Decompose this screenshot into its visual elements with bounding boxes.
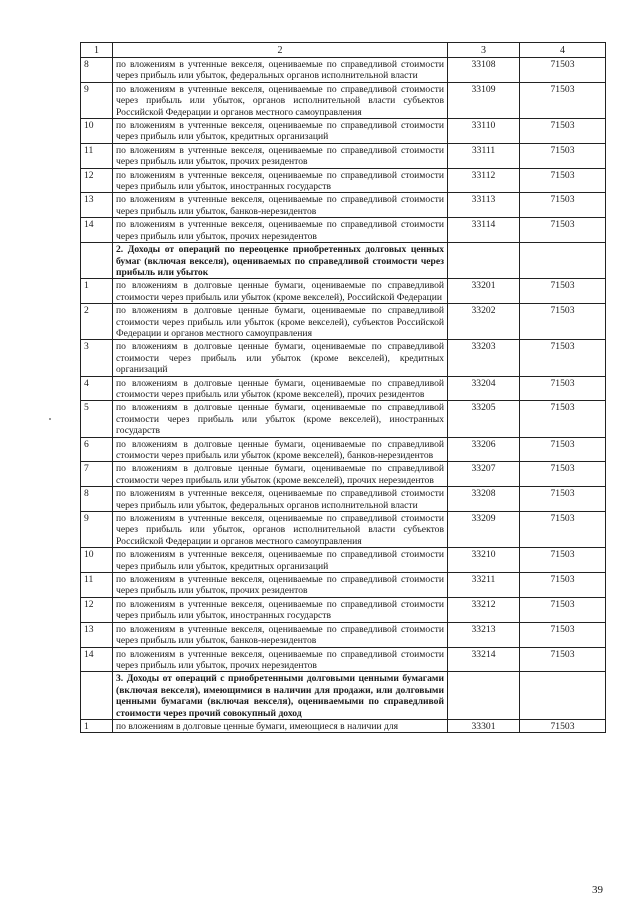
account-number-cell: 71503 [520, 719, 606, 732]
account-number-cell: 71503 [520, 143, 606, 168]
account-number-cell: 71503 [520, 193, 606, 218]
account-number-cell: 71503 [520, 512, 606, 548]
symbol-code-cell: 33211 [448, 573, 520, 598]
row-number-cell: 9 [81, 512, 113, 548]
table-row [81, 119, 606, 144]
table-row [81, 437, 606, 462]
account-number-cell: 71503 [520, 119, 606, 144]
description-cell: по вложениям в учтенные векселя, оцениваемые по справедливой стоимости через прибыль или убыток, кредитных организаций [113, 548, 448, 573]
description-cell: по вложениям в долговые ценные бумаги, оцениваемые по справедливой стоимости через прибыль или убыток (кроме векселей), кредитных организаций [113, 340, 448, 376]
table-row [81, 58, 606, 83]
section-heading-row [81, 243, 606, 279]
symbol-code-cell: 33206 [448, 437, 520, 462]
row-number-cell: 14 [81, 218, 113, 243]
table-row [81, 143, 606, 168]
symbol-code-cell: 33208 [448, 487, 520, 512]
account-number-cell: 71503 [520, 218, 606, 243]
symbol-code-cell [448, 672, 520, 720]
row-number-cell: 13 [81, 622, 113, 647]
symbol-code-cell: 33204 [448, 376, 520, 401]
description-cell: по вложениям в долговые ценные бумаги, оцениваемые по справедливой стоимости через прибыль или убыток (кроме векселей), иностранных государств [113, 401, 448, 437]
description-cell: по вложениям в долговые ценные бумаги, оцениваемые по справедливой стоимости через прибыль или убыток (кроме векселей), Российской Федерации [113, 279, 448, 304]
account-number-cell: 71503 [520, 340, 606, 376]
row-number-cell: 5 [81, 401, 113, 437]
account-number-cell: 71503 [520, 622, 606, 647]
table-row [81, 573, 606, 598]
row-number-cell: 10 [81, 119, 113, 144]
symbol-code-cell: 33214 [448, 647, 520, 672]
description-cell: по вложениям в учтенные векселя, оцениваемые по справедливой стоимости через прибыль или убыток, федеральных органов исполнительной власти [113, 58, 448, 83]
description-cell: по вложениям в учтенные векселя, оцениваемые по справедливой стоимости через прибыль или убыток, прочих нерезидентов [113, 647, 448, 672]
description-cell: по вложениям в учтенные векселя, оцениваемые по справедливой стоимости через прибыль или убыток, иностранных государств [113, 597, 448, 622]
symbol-code-cell: 33301 [448, 719, 520, 732]
row-number-cell: 4 [81, 376, 113, 401]
table-row [81, 279, 606, 304]
account-number-cell: 71503 [520, 304, 606, 340]
description-cell: по вложениям в учтенные векселя, оцениваемые по справедливой стоимости через прибыль или убыток, прочих нерезидентов [113, 218, 448, 243]
row-number-cell: 1 [81, 719, 113, 732]
row-number-cell: 9 [81, 82, 113, 118]
account-number-cell: 71503 [520, 401, 606, 437]
description-cell: по вложениям в долговые ценные бумаги, имеющиеся в наличии для [113, 719, 448, 732]
table-row [81, 647, 606, 672]
symbol-code-cell: 33111 [448, 143, 520, 168]
description-cell: 2. Доходы от операций по переоценке приобретенных долговых ценных бумаг (включая векселя), оцениваемых по справедливой стоимости через прибыль или убыток [113, 243, 448, 279]
row-number-cell: 6 [81, 437, 113, 462]
table-row [81, 487, 606, 512]
column-header: 1 [81, 43, 113, 58]
table-row [81, 401, 606, 437]
symbol-code-cell: 33212 [448, 597, 520, 622]
table-row [81, 340, 606, 376]
table-row [81, 512, 606, 548]
table-row [81, 218, 606, 243]
table-row [81, 168, 606, 193]
table-row [81, 82, 606, 118]
column-header: 4 [520, 43, 606, 58]
symbol-code-cell: 33113 [448, 193, 520, 218]
row-number-cell: 10 [81, 548, 113, 573]
table-row [81, 548, 606, 573]
account-number-cell: 71503 [520, 462, 606, 487]
account-number-cell: 71503 [520, 376, 606, 401]
account-number-cell: 71503 [520, 597, 606, 622]
description-cell: по вложениям в долговые ценные бумаги, оцениваемые по справедливой стоимости через прибыль или убыток (кроме векселей), банков-нерезидентов [113, 437, 448, 462]
account-number-cell: 71503 [520, 279, 606, 304]
description-cell: по вложениям в долговые ценные бумаги, оцениваемые по справедливой стоимости через прибыль или убыток (кроме векселей), прочих резидентов [113, 376, 448, 401]
row-number-cell: 1 [81, 279, 113, 304]
description-cell: по вложениям в учтенные векселя, оцениваемые по справедливой стоимости через прибыль или убыток, банков-нерезидентов [113, 193, 448, 218]
symbol-code-cell: 33114 [448, 218, 520, 243]
row-number-cell: 13 [81, 193, 113, 218]
account-number-cell: 71503 [520, 58, 606, 83]
table-row [81, 376, 606, 401]
document-page [80, 42, 605, 733]
row-number-cell: 12 [81, 168, 113, 193]
account-number-cell: 71503 [520, 168, 606, 193]
column-header: 2 [113, 43, 448, 58]
description-cell: по вложениям в учтенные векселя, оцениваемые по справедливой стоимости через прибыль или убыток, банков-нерезидентов [113, 622, 448, 647]
symbol-code-cell: 33202 [448, 304, 520, 340]
table-row [81, 597, 606, 622]
row-number-cell: 11 [81, 573, 113, 598]
description-cell: по вложениям в учтенные векселя, оцениваемые по справедливой стоимости через прибыль или убыток, кредитных организаций [113, 119, 448, 144]
row-number-cell: 7 [81, 462, 113, 487]
description-cell: по вложениям в долговые ценные бумаги, оцениваемые по справедливой стоимости через прибыль или убыток (кроме векселей), прочих нерезидентов [113, 462, 448, 487]
symbol-code-cell: 33207 [448, 462, 520, 487]
description-cell: по вложениям в учтенные векселя, оцениваемые по справедливой стоимости через прибыль или убыток, органов исполнительной власти субъектов Российской Федерации и органов местного самоуправления [113, 512, 448, 548]
table-row [81, 462, 606, 487]
account-number-cell: 71503 [520, 82, 606, 118]
description-cell: 3. Доходы от операций с приобретенными долговыми ценными бумагами (включая векселя), имеющимися в наличии для продажи, или долговыми ценными бумагами (включая векселя), оцениваемыми по справедливой стоимости через прочий совокупный доход [113, 672, 448, 720]
account-number-cell: 71503 [520, 647, 606, 672]
table-row [81, 304, 606, 340]
symbol-code-cell: 33213 [448, 622, 520, 647]
description-cell: по вложениям в учтенные векселя, оцениваемые по справедливой стоимости через прибыль или убыток, органов исполнительной власти субъектов Российской Федерации и органов местного самоуправления [113, 82, 448, 118]
description-cell: по вложениям в учтенные векселя, оцениваемые по справедливой стоимости через прибыль или убыток, иностранных государств [113, 168, 448, 193]
symbol-code-cell: 33110 [448, 119, 520, 144]
row-number-cell: 3 [81, 340, 113, 376]
account-number-cell: 71503 [520, 437, 606, 462]
table-header-row [81, 43, 606, 58]
income-codes-table [80, 42, 606, 733]
symbol-code-cell: 33203 [448, 340, 520, 376]
row-number-cell: 12 [81, 597, 113, 622]
symbol-code-cell [448, 243, 520, 279]
row-number-cell: 14 [81, 647, 113, 672]
symbol-code-cell: 33210 [448, 548, 520, 573]
symbol-code-cell: 33205 [448, 401, 520, 437]
symbol-code-cell: 33108 [448, 58, 520, 83]
table-row [81, 193, 606, 218]
table-row [81, 622, 606, 647]
symbol-code-cell: 33201 [448, 279, 520, 304]
account-number-cell [520, 243, 606, 279]
description-cell: по вложениям в учтенные векселя, оцениваемые по справедливой стоимости через прибыль или убыток, прочих резидентов [113, 573, 448, 598]
description-cell: по вложениям в учтенные векселя, оцениваемые по справедливой стоимости через прибыль или убыток, федеральных органов исполнительной власти [113, 487, 448, 512]
section-heading-row [81, 672, 606, 720]
row-number-cell: 8 [81, 487, 113, 512]
account-number-cell: 71503 [520, 573, 606, 598]
page-number: 39 [592, 884, 603, 896]
row-number-cell: 11 [81, 143, 113, 168]
account-number-cell [520, 672, 606, 720]
symbol-code-cell: 33112 [448, 168, 520, 193]
column-header: 3 [448, 43, 520, 58]
scan-dot [49, 418, 51, 420]
row-number-cell: 8 [81, 58, 113, 83]
row-number-cell [81, 243, 113, 279]
description-cell: по вложениям в долговые ценные бумаги, оцениваемые по справедливой стоимости через прибыль или убыток (кроме векселей), субъектов Российской Федерации и органов местного самоуправления [113, 304, 448, 340]
symbol-code-cell: 33109 [448, 82, 520, 118]
row-number-cell [81, 672, 113, 720]
account-number-cell: 71503 [520, 548, 606, 573]
description-cell: по вложениям в учтенные векселя, оцениваемые по справедливой стоимости через прибыль или убыток, прочих резидентов [113, 143, 448, 168]
symbol-code-cell: 33209 [448, 512, 520, 548]
table-row [81, 719, 606, 732]
account-number-cell: 71503 [520, 487, 606, 512]
row-number-cell: 2 [81, 304, 113, 340]
